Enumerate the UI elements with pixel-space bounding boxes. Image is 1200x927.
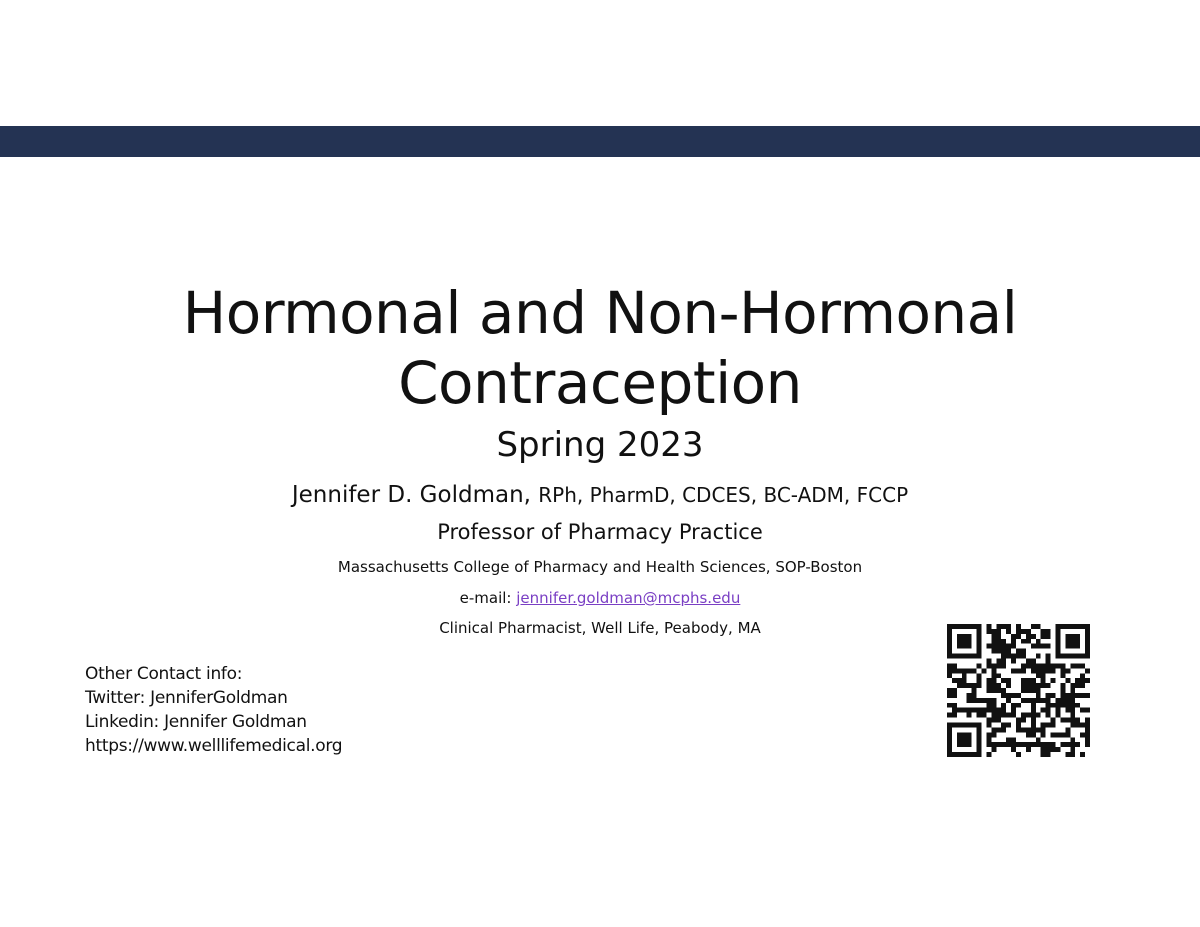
contact-twitter: Twitter: JenniferGoldman bbox=[85, 688, 288, 708]
clinical-role: Clinical Pharmacist, Well Life, Peabody, MA bbox=[439, 619, 761, 637]
email-line bbox=[0, 587, 1200, 609]
header-bar bbox=[0, 126, 1200, 157]
slide-title bbox=[0, 278, 1200, 418]
contact-info bbox=[85, 662, 342, 758]
email-link[interactable]: jennifer.goldman@mcphs.edu bbox=[516, 589, 741, 607]
term-label: Spring 2023 bbox=[496, 425, 704, 465]
author-line bbox=[0, 480, 1200, 510]
contact-website[interactable]: https://www.welllifemedical.org bbox=[85, 736, 343, 756]
author-name: Jennifer D. Goldman, bbox=[291, 482, 531, 508]
contact-heading: Other Contact info: bbox=[85, 664, 243, 684]
title-line-2: Contraception bbox=[398, 349, 802, 417]
institution: Massachusetts College of Pharmacy and Health Sciences, SOP-Boston bbox=[337, 558, 863, 576]
author-credentials: RPh, PharmD, CDCES, BC-ADM, FCCP bbox=[538, 483, 909, 507]
title-line-1: Hormonal and Non-Hormonal bbox=[182, 279, 1018, 347]
contact-linkedin: Linkedin: Jennifer Goldman bbox=[85, 712, 307, 732]
author-position: Professor of Pharmacy Practice bbox=[437, 520, 763, 544]
qr-code-icon[interactable] bbox=[947, 624, 1090, 757]
email-label: e-mail: bbox=[459, 589, 512, 607]
